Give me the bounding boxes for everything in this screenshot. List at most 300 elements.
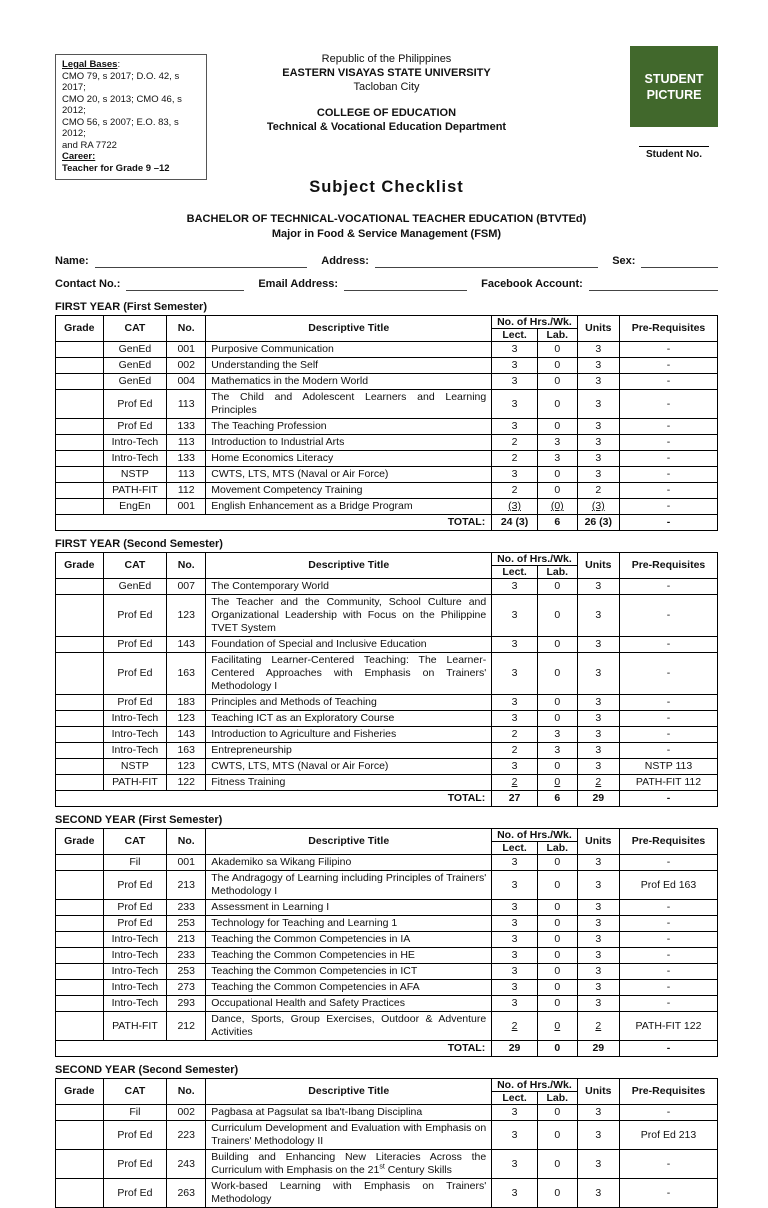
cell-cat: GenEd <box>103 358 167 374</box>
cell-grade <box>56 711 104 727</box>
col-header-cat: CAT <box>103 829 167 855</box>
cell-lab: 3 <box>537 451 577 467</box>
cell-units: 3 <box>577 637 619 653</box>
cell-lab: 3 <box>537 727 577 743</box>
course-row <box>56 743 718 759</box>
cell-lect: 2 <box>492 1012 538 1041</box>
cell-lect: 3 <box>492 419 538 435</box>
cell-prereq: - <box>619 358 717 374</box>
cell-lect: (3) <box>492 499 538 515</box>
cell-units: 3 <box>577 871 619 900</box>
cell-cat: Prof Ed <box>103 419 167 435</box>
course-table <box>55 828 718 1057</box>
cell-units: 2 <box>577 775 619 791</box>
cell-grade <box>56 980 104 996</box>
col-header-prereq: Pre-Requisites <box>619 829 717 855</box>
cell-no: 001 <box>167 499 206 515</box>
cell-prereq: - <box>619 711 717 727</box>
cell-no: 263 <box>167 1179 206 1208</box>
course-row <box>56 727 718 743</box>
legal-bases-line: CMO 20, s 2013; CMO 46, s 2012; <box>62 93 182 116</box>
cell-title: The Child and Adolescent Learners and Learning Principles <box>206 390 492 419</box>
cell-no: 143 <box>167 727 206 743</box>
cell-cat: Intro-Tech <box>103 996 167 1012</box>
course-row <box>56 637 718 653</box>
col-header-grade: Grade <box>56 1079 104 1105</box>
cell-lect: 3 <box>492 342 538 358</box>
table-header-row <box>56 829 718 842</box>
course-row <box>56 1150 718 1179</box>
cell-cat: Intro-Tech <box>103 451 167 467</box>
cell-lect: 3 <box>492 871 538 900</box>
cell-prereq: - <box>619 451 717 467</box>
cell-grade <box>56 759 104 775</box>
cell-cat: Prof Ed <box>103 1150 167 1179</box>
cell-title: Foundation of Special and Inclusive Education <box>206 637 492 653</box>
cell-cat: Prof Ed <box>103 871 167 900</box>
cell-lab: 0 <box>537 1179 577 1208</box>
cell-cat: GenEd <box>103 579 167 595</box>
form-row-2 <box>55 278 718 291</box>
cell-title: Purposive Communication <box>206 342 492 358</box>
contact-no-label: Contact No.: <box>55 278 121 290</box>
cell-units: 3 <box>577 1150 619 1179</box>
cell-lab: 0 <box>537 342 577 358</box>
col-header-hours-group: No. of Hrs./Wk. <box>492 1079 577 1092</box>
total-prereq: - <box>619 1041 717 1057</box>
cell-title: Home Economics Literacy <box>206 451 492 467</box>
cell-title: Building and Enhancing New Literacies Across the Curriculum with Emphasis on the 21st Century Skills <box>206 1150 492 1179</box>
cell-prereq: - <box>619 483 717 499</box>
cell-title: Introduction to Industrial Arts <box>206 435 492 451</box>
cell-lab: 0 <box>537 980 577 996</box>
cell-cat: Prof Ed <box>103 900 167 916</box>
cell-cat: PATH-FIT <box>103 1012 167 1041</box>
cell-cat: Prof Ed <box>103 653 167 695</box>
col-header-units: Units <box>577 829 619 855</box>
col-header-no: No. <box>167 829 206 855</box>
col-header-hours-group: No. of Hrs./Wk. <box>492 316 577 329</box>
total-lect: 29 <box>492 1041 538 1057</box>
course-row <box>56 775 718 791</box>
course-row <box>56 980 718 996</box>
cell-prereq: - <box>619 932 717 948</box>
total-units: 29 <box>577 1041 619 1057</box>
cell-lab: 0 <box>537 358 577 374</box>
course-row <box>56 435 718 451</box>
cell-grade <box>56 855 104 871</box>
cell-no: 004 <box>167 374 206 390</box>
cell-lect: 3 <box>492 711 538 727</box>
cell-prereq: - <box>619 653 717 695</box>
cell-lect: 3 <box>492 855 538 871</box>
cell-grade <box>56 579 104 595</box>
cell-lab: 0 <box>537 579 577 595</box>
course-row <box>56 483 718 499</box>
college-name: COLLEGE OF EDUCATION <box>316 107 457 119</box>
cell-units: 3 <box>577 1121 619 1150</box>
cell-lab: 0 <box>537 637 577 653</box>
cell-title: CWTS, LTS, MTS (Naval or Air Force) <box>206 759 492 775</box>
cell-title: Dance, Sports, Group Exercises, Outdoor & Adventure Activities <box>206 1012 492 1041</box>
cell-lect: 3 <box>492 980 538 996</box>
cell-no: 002 <box>167 1105 206 1121</box>
cell-cat: Prof Ed <box>103 595 167 637</box>
cell-lect: 2 <box>492 727 538 743</box>
cell-lab: 0 <box>537 996 577 1012</box>
cell-cat: NSTP <box>103 467 167 483</box>
facebook-label: Facebook Account: <box>481 278 583 290</box>
course-row <box>56 964 718 980</box>
cell-lab: 0 <box>537 419 577 435</box>
cell-no: 002 <box>167 358 206 374</box>
cell-no: 233 <box>167 900 206 916</box>
semester-title: FIRST YEAR (First Semester) <box>55 301 208 313</box>
col-header-cat: CAT <box>103 553 167 579</box>
cell-prereq: PATH-FIT 112 <box>619 775 717 791</box>
cell-units: 3 <box>577 759 619 775</box>
cell-no: 183 <box>167 695 206 711</box>
cell-title: Teaching the Common Competencies in AFA <box>206 980 492 996</box>
cell-cat: GenEd <box>103 374 167 390</box>
cell-grade <box>56 342 104 358</box>
cell-prereq: - <box>619 948 717 964</box>
cell-grade <box>56 775 104 791</box>
course-row <box>56 855 718 871</box>
cell-prereq: - <box>619 374 717 390</box>
course-row <box>56 595 718 637</box>
student-no-label: Student No. <box>645 149 703 160</box>
cell-grade <box>56 948 104 964</box>
col-header-lab: Lab. <box>537 566 577 579</box>
cell-prereq: - <box>619 419 717 435</box>
cell-grade <box>56 358 104 374</box>
cell-lab: 0 <box>537 964 577 980</box>
cell-lect: 2 <box>492 483 538 499</box>
university-name: EASTERN VISAYAS STATE UNIVERSITY <box>282 67 491 79</box>
total-label: TOTAL: <box>56 515 492 531</box>
course-row <box>56 711 718 727</box>
cell-units: 3 <box>577 964 619 980</box>
total-row <box>56 1041 718 1057</box>
col-header-title: Descriptive Title <box>206 1079 492 1105</box>
cell-units: 3 <box>577 727 619 743</box>
cell-grade <box>56 1150 104 1179</box>
cell-prereq: Prof Ed 213 <box>619 1121 717 1150</box>
cell-cat: Intro-Tech <box>103 980 167 996</box>
cell-prereq: - <box>619 342 717 358</box>
cell-prereq: PATH-FIT 122 <box>619 1012 717 1041</box>
col-header-title: Descriptive Title <box>206 553 492 579</box>
cell-title: Curriculum Development and Evaluation with Emphasis on Trainers' Methodology II <box>206 1121 492 1150</box>
cell-units: 2 <box>577 1012 619 1041</box>
cell-no: 253 <box>167 964 206 980</box>
cell-grade <box>56 390 104 419</box>
cell-cat: Prof Ed <box>103 916 167 932</box>
course-row <box>56 419 718 435</box>
cell-no: 113 <box>167 390 206 419</box>
cell-cat: Intro-Tech <box>103 932 167 948</box>
cell-no: 243 <box>167 1150 206 1179</box>
cell-cat: Fil <box>103 1105 167 1121</box>
cell-title: Work-based Learning with Emphasis on Trainers' Methodology <box>206 1179 492 1208</box>
legal-bases-box <box>55 54 207 180</box>
cell-grade <box>56 499 104 515</box>
col-header-lect: Lect. <box>492 1092 538 1105</box>
cell-prereq: - <box>619 695 717 711</box>
cell-title: Assessment in Learning I <box>206 900 492 916</box>
course-row <box>56 451 718 467</box>
cell-cat: Intro-Tech <box>103 435 167 451</box>
total-units: 26 (3) <box>577 515 619 531</box>
cell-no: 122 <box>167 775 206 791</box>
cell-prereq: - <box>619 980 717 996</box>
cell-no: 212 <box>167 1012 206 1041</box>
cell-units: 3 <box>577 695 619 711</box>
total-row <box>56 791 718 807</box>
cell-prereq: - <box>619 390 717 419</box>
cell-grade <box>56 595 104 637</box>
cell-no: 253 <box>167 916 206 932</box>
cell-lab: 0 <box>537 759 577 775</box>
cell-prereq: - <box>619 637 717 653</box>
cell-grade <box>56 1179 104 1208</box>
cell-title: Teaching ICT as an Exploratory Course <box>206 711 492 727</box>
cell-prereq: - <box>619 743 717 759</box>
col-header-cat: CAT <box>103 316 167 342</box>
cell-units: 3 <box>577 358 619 374</box>
cell-units: 3 <box>577 435 619 451</box>
course-row <box>56 1012 718 1041</box>
department-name: Technical & Vocational Education Department <box>266 121 507 133</box>
cell-prereq: - <box>619 579 717 595</box>
col-header-units: Units <box>577 316 619 342</box>
cell-no: 163 <box>167 743 206 759</box>
cell-units: 3 <box>577 1179 619 1208</box>
cell-cat: Fil <box>103 855 167 871</box>
cell-cat: NSTP <box>103 759 167 775</box>
cell-prereq: - <box>619 727 717 743</box>
cell-lect: 3 <box>492 759 538 775</box>
cell-title: The Andragogy of Learning including Principles of Trainers' Methodology I <box>206 871 492 900</box>
total-lab: 6 <box>537 515 577 531</box>
cell-no: 213 <box>167 871 206 900</box>
col-header-title: Descriptive Title <box>206 316 492 342</box>
semester-section <box>55 814 718 1057</box>
col-header-title: Descriptive Title <box>206 829 492 855</box>
cell-lect: 3 <box>492 358 538 374</box>
cell-prereq: - <box>619 1150 717 1179</box>
cell-units: 3 <box>577 595 619 637</box>
course-row <box>56 1179 718 1208</box>
cell-lect: 3 <box>492 390 538 419</box>
cell-no: 133 <box>167 451 206 467</box>
table-header-row <box>56 1079 718 1092</box>
cell-lect: 3 <box>492 1179 538 1208</box>
cell-lect: 3 <box>492 932 538 948</box>
course-table <box>55 315 718 531</box>
legal-bases-line: CMO 79, s 2017; D.O. 42, s 2017; <box>62 70 180 93</box>
semester-title: SECOND YEAR (First Semester) <box>55 814 223 826</box>
cell-title: Entrepreneurship <box>206 743 492 759</box>
cell-lab: 3 <box>537 435 577 451</box>
cell-prereq: - <box>619 916 717 932</box>
cell-lab: 0 <box>537 900 577 916</box>
cell-units: 3 <box>577 743 619 759</box>
cell-units: 3 <box>577 996 619 1012</box>
course-row <box>56 948 718 964</box>
cell-grade <box>56 653 104 695</box>
col-header-lab: Lab. <box>537 842 577 855</box>
cell-title: Pagbasa at Pagsulat sa Iba't-Ibang Disciplina <box>206 1105 492 1121</box>
col-header-prereq: Pre-Requisites <box>619 1079 717 1105</box>
cell-prereq: - <box>619 499 717 515</box>
address-label: Address: <box>321 255 369 267</box>
total-label: TOTAL: <box>56 1041 492 1057</box>
cell-prereq: - <box>619 435 717 451</box>
course-row <box>56 390 718 419</box>
course-row <box>56 358 718 374</box>
cell-grade <box>56 727 104 743</box>
cell-no: 213 <box>167 932 206 948</box>
cell-title: English Enhancement as a Bridge Program <box>206 499 492 515</box>
cell-lect: 3 <box>492 1105 538 1121</box>
total-lab: 6 <box>537 791 577 807</box>
cell-units: 3 <box>577 900 619 916</box>
cell-grade <box>56 900 104 916</box>
cell-lab: 0 <box>537 467 577 483</box>
cell-cat: PATH-FIT <box>103 483 167 499</box>
cell-title: Mathematics in the Modern World <box>206 374 492 390</box>
cell-grade <box>56 743 104 759</box>
cell-no: 123 <box>167 759 206 775</box>
cell-lab: 0 <box>537 1105 577 1121</box>
cell-no: 143 <box>167 637 206 653</box>
total-units: 29 <box>577 791 619 807</box>
address-field-line <box>375 255 598 268</box>
col-header-lab: Lab. <box>537 329 577 342</box>
table-header-row <box>56 553 718 566</box>
cell-prereq: - <box>619 964 717 980</box>
cell-units: 3 <box>577 916 619 932</box>
cell-units: 3 <box>577 467 619 483</box>
cell-cat: Prof Ed <box>103 1121 167 1150</box>
semester-sections <box>55 301 718 1208</box>
cell-lab: (0) <box>537 499 577 515</box>
col-header-lect: Lect. <box>492 842 538 855</box>
cell-lect: 3 <box>492 653 538 695</box>
cell-grade <box>56 637 104 653</box>
cell-no: 223 <box>167 1121 206 1150</box>
cell-prereq: - <box>619 595 717 637</box>
cell-prereq: - <box>619 855 717 871</box>
cell-title: Teaching the Common Competencies in ICT <box>206 964 492 980</box>
cell-lect: 3 <box>492 996 538 1012</box>
cell-units: 3 <box>577 711 619 727</box>
total-row <box>56 515 718 531</box>
sex-field-line <box>641 255 718 268</box>
cell-lect: 3 <box>492 916 538 932</box>
program-name: BACHELOR OF TECHNICAL-VOCATIONAL TEACHER EDUCATION (BTVTEd) <box>186 213 587 225</box>
cell-cat: Prof Ed <box>103 637 167 653</box>
career-label: Career: <box>62 151 96 162</box>
course-row <box>56 374 718 390</box>
cell-lect: 3 <box>492 637 538 653</box>
cell-title: Akademiko sa Wikang Filipino <box>206 855 492 871</box>
course-row <box>56 1105 718 1121</box>
cell-lect: 2 <box>492 435 538 451</box>
cell-no: 007 <box>167 579 206 595</box>
cell-grade <box>56 419 104 435</box>
facebook-field-line <box>589 278 718 291</box>
cell-title: The Contemporary World <box>206 579 492 595</box>
col-header-grade: Grade <box>56 316 104 342</box>
cell-grade <box>56 1012 104 1041</box>
cell-units: (3) <box>577 499 619 515</box>
course-row <box>56 579 718 595</box>
course-row <box>56 996 718 1012</box>
cell-lect: 3 <box>492 1150 538 1179</box>
cell-title: Facilitating Learner-Centered Teaching: The Learner-Centered Approaches with Emphasis on Trainers' Methodology I <box>206 653 492 695</box>
total-lect: 24 (3) <box>492 515 538 531</box>
legal-bases-line: CMO 56, s 2007; E.O. 83, s 2012; <box>62 116 179 139</box>
course-table <box>55 552 718 807</box>
email-field-line <box>344 278 467 291</box>
cell-lab: 0 <box>537 1150 577 1179</box>
cell-no: 133 <box>167 419 206 435</box>
legal-bases-label: Legal Bases: <box>62 59 121 70</box>
sex-label: Sex: <box>612 255 636 267</box>
course-row <box>56 1121 718 1150</box>
republic-line: Republic of the Philippines <box>321 53 452 65</box>
cell-lab: 0 <box>537 948 577 964</box>
legal-bases-line: and RA 7722 <box>62 139 117 151</box>
cell-lect: 2 <box>492 775 538 791</box>
cell-lect: 3 <box>492 467 538 483</box>
document-header <box>55 46 718 174</box>
course-row <box>56 759 718 775</box>
course-row <box>56 653 718 695</box>
cell-cat: Intro-Tech <box>103 964 167 980</box>
cell-title: Introduction to Agriculture and Fisheries <box>206 727 492 743</box>
course-row <box>56 499 718 515</box>
total-label: TOTAL: <box>56 791 492 807</box>
course-row <box>56 932 718 948</box>
cell-title: Fitness Training <box>206 775 492 791</box>
cell-lab: 0 <box>537 390 577 419</box>
cell-grade <box>56 932 104 948</box>
cell-no: 001 <box>167 855 206 871</box>
cell-lect: 3 <box>492 948 538 964</box>
cell-units: 3 <box>577 932 619 948</box>
cell-grade <box>56 467 104 483</box>
cell-lect: 2 <box>492 743 538 759</box>
col-header-lect: Lect. <box>492 566 538 579</box>
cell-title: Movement Competency Training <box>206 483 492 499</box>
col-header-prereq: Pre-Requisites <box>619 316 717 342</box>
cell-units: 3 <box>577 390 619 419</box>
cell-grade <box>56 451 104 467</box>
cell-no: 112 <box>167 483 206 499</box>
cell-no: 113 <box>167 467 206 483</box>
cell-grade <box>56 1105 104 1121</box>
total-prereq: - <box>619 515 717 531</box>
cell-cat: PATH-FIT <box>103 775 167 791</box>
cell-grade <box>56 374 104 390</box>
cell-no: 001 <box>167 342 206 358</box>
student-picture-placeholder: STUDENT PICTURE <box>630 46 718 127</box>
career-value: Teacher for Grade 9 –12 <box>62 162 170 174</box>
